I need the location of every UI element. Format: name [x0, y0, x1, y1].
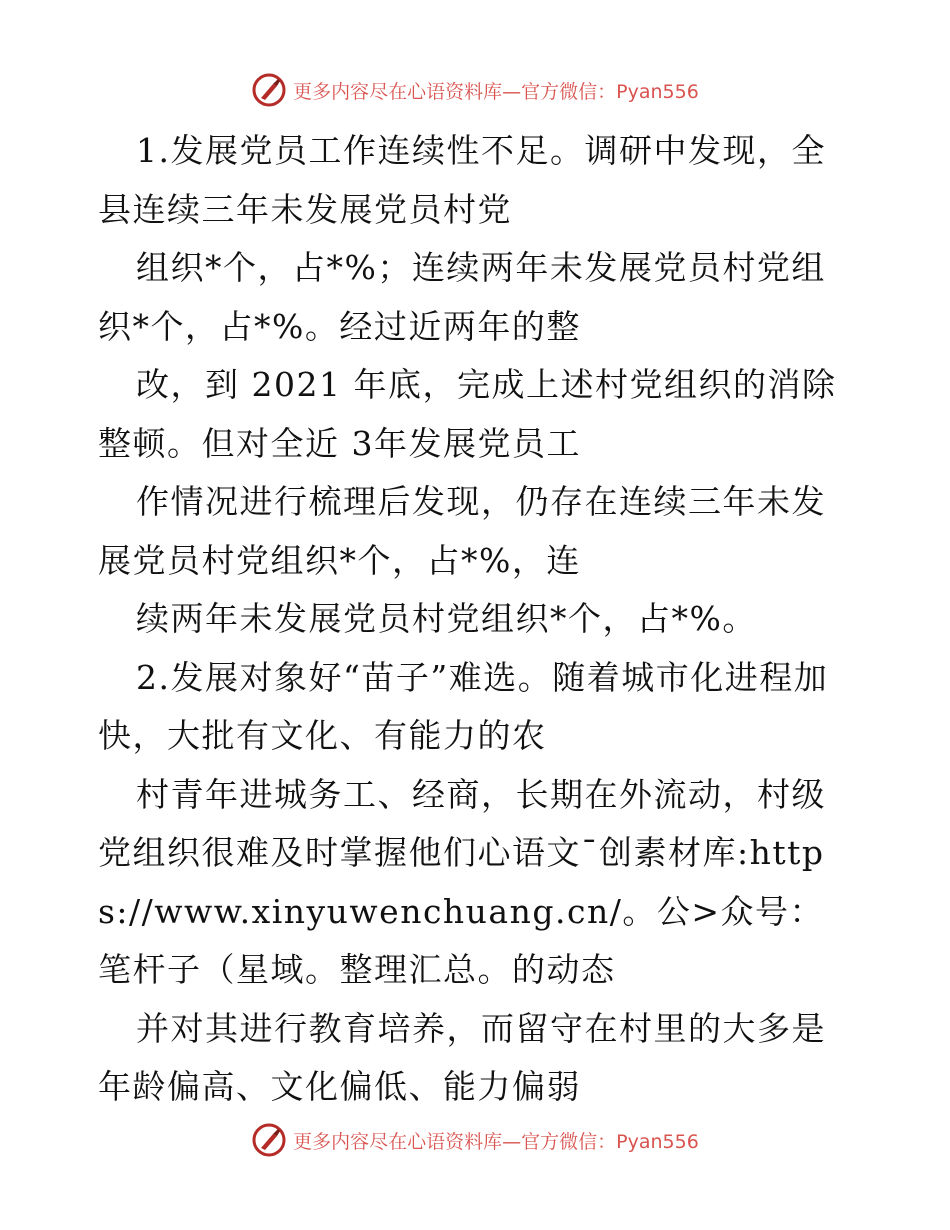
paragraph: 2.发展对象好“苗子”难选。随着城市化进程加快，大批有文化、有能力的农	[98, 657, 829, 755]
paragraph: 续两年未发展党员村党组织*个，占*%。	[136, 599, 757, 638]
paragraph: 并对其进行教育培养，而留守在村里的大多是年龄偏高、文化偏低、能力偏弱	[98, 1008, 826, 1106]
paragraph: 村青年进城务工、经商，长期在外流动，村级党组织很难及时掌握他们心语文¯创素材库:https://www.xinyuwenchuang.cn/。公>众号：笔杆子（星域。整理汇总。的动态	[98, 774, 826, 989]
paragraph: 作情况进行梳理后发现，仍存在连续三年未发展党员村党组织*个，占*%，连	[98, 482, 826, 580]
footer-watermark-banner	[0, 1120, 950, 1160]
header-watermark-banner	[0, 70, 950, 110]
banner-text: 更多内容尽在心语资料库—官方微信：Pyan556	[293, 80, 699, 103]
paragraph: 改，到 2021 年底，完成上述村党组织的消除整顿。但对全近 3年发展党员工	[98, 365, 837, 463]
document-body	[98, 122, 858, 1117]
paragraph: 1.发展党员工作连续性不足。调研中发现，全县连续三年未发展党员村党	[98, 131, 826, 229]
pen-nib-logo-icon	[251, 1122, 287, 1158]
paragraph: 组织*个，占*%；连续两年未发展党员村党组织*个，占*%。经过近两年的整	[98, 248, 826, 346]
banner-text: 更多内容尽在心语资料库—官方微信：Pyan556	[293, 1130, 699, 1153]
pen-nib-logo-icon	[251, 72, 287, 108]
